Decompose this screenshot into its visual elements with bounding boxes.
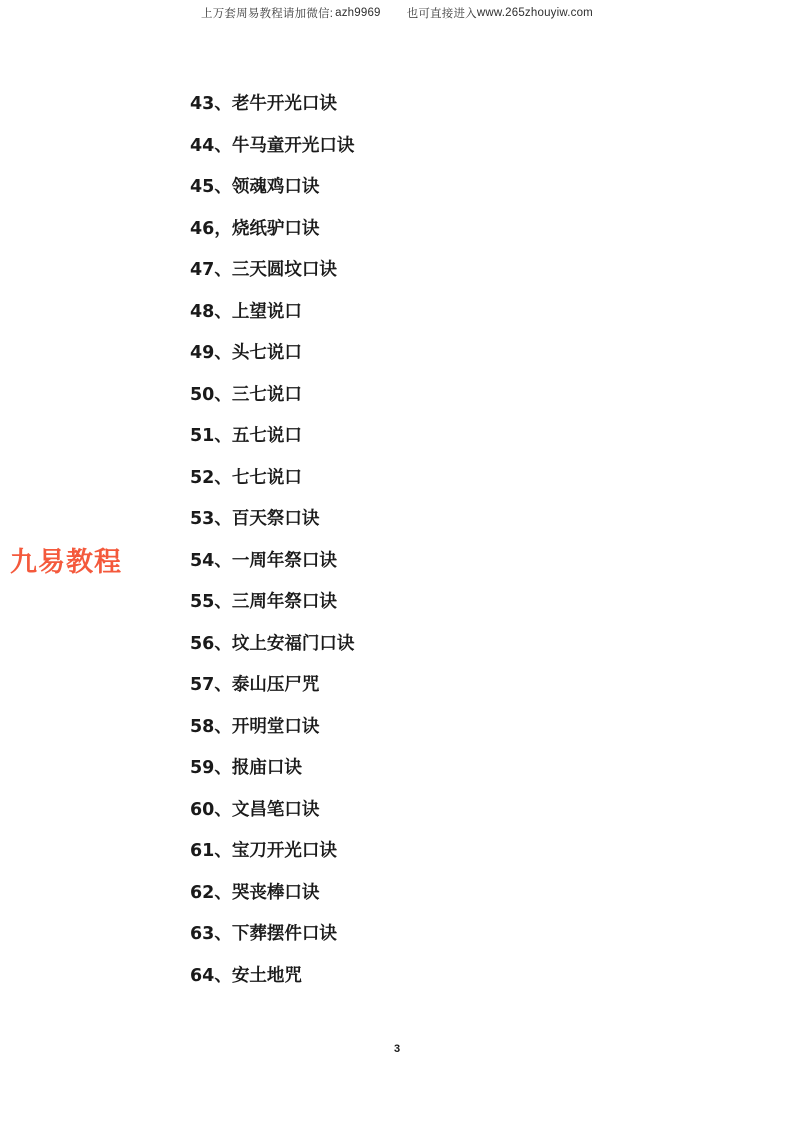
list-item-label: 57、泰山压尸咒 xyxy=(190,675,320,695)
list-item-label: 59、报庙口诀 xyxy=(190,758,302,778)
list-item-label: 48、上望说口 xyxy=(190,301,302,322)
list-item-label: 64、安土地咒 xyxy=(190,965,302,986)
page-number: 3 xyxy=(393,1043,401,1055)
promo-banner xyxy=(0,0,794,26)
table-of-contents xyxy=(190,96,710,1009)
list-item xyxy=(190,135,710,180)
list-item xyxy=(190,633,710,678)
list-item xyxy=(190,926,710,968)
list-item xyxy=(190,843,710,885)
promo-banner-wechat-id: azh9969 xyxy=(335,7,381,19)
list-item xyxy=(190,96,710,138)
list-item xyxy=(190,428,710,470)
list-item-label: 43、老牛开光口诀 xyxy=(190,94,337,114)
list-item xyxy=(190,262,710,304)
promo-banner-site-url: www.265zhouyiw.com xyxy=(476,7,593,19)
list-item-label: 44、牛马童开光口诀 xyxy=(190,135,355,156)
list-item xyxy=(190,218,710,263)
list-item-label: 58、开明堂口诀 xyxy=(190,716,320,737)
list-item-label: 56、坟上安福门口诀 xyxy=(190,633,355,654)
list-item xyxy=(190,594,710,636)
list-item xyxy=(190,965,710,1010)
list-item-label: 46，烧纸驴口诀 xyxy=(190,218,320,239)
list-item xyxy=(190,760,710,802)
list-item xyxy=(190,677,710,719)
list-item-label: 49、头七说口 xyxy=(190,343,302,363)
list-item-label: 60、文昌笔口诀 xyxy=(190,799,320,820)
list-item xyxy=(190,384,710,429)
list-item-label: 61、宝刀开光口诀 xyxy=(190,841,337,861)
list-item xyxy=(190,716,710,761)
list-item-label: 53、百天祭口诀 xyxy=(190,509,320,529)
watermark-logo: 九易教程 xyxy=(10,547,122,578)
promo-banner-wechat-label: 上万套周易教程请加微信: xyxy=(201,8,334,20)
list-item xyxy=(190,550,710,595)
list-item-label: 55、三周年祭口诀 xyxy=(190,592,337,612)
list-item-label: 47、三天圆坟口诀 xyxy=(190,260,337,280)
list-item xyxy=(190,467,710,512)
list-item-label: 62、哭丧棒口诀 xyxy=(190,882,320,903)
list-item-label: 45、领魂鸡口诀 xyxy=(190,177,320,197)
list-item-label: 52、七七说口 xyxy=(190,467,302,488)
promo-banner-site-label: 也可直接进入 xyxy=(406,8,477,20)
list-item xyxy=(190,301,710,346)
list-item xyxy=(190,179,710,221)
list-item xyxy=(190,799,710,844)
list-item xyxy=(190,511,710,553)
list-item-label: 51、五七说口 xyxy=(190,426,302,446)
list-item xyxy=(190,882,710,927)
list-item-label: 50、三七说口 xyxy=(190,384,302,405)
list-item xyxy=(190,345,710,387)
list-item-label: 63、下葬摆件口诀 xyxy=(190,924,337,944)
list-item-label: 54、一周年祭口诀 xyxy=(190,550,337,571)
